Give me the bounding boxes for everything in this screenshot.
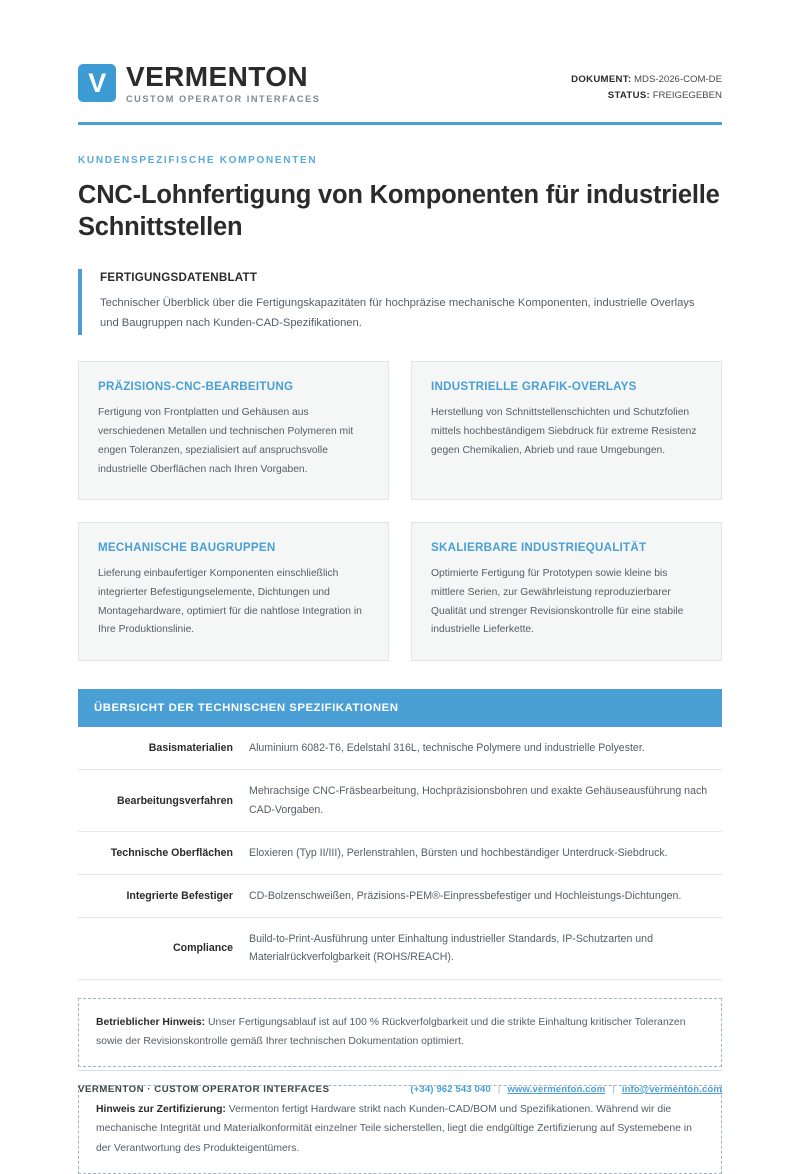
document-status-line	[571, 88, 722, 104]
brand-tagline: CUSTOM OPERATOR INTERFACES	[126, 94, 321, 105]
vermenton-logo-icon	[78, 64, 116, 102]
capability-card-body: Optimierte Fertigung für Prototypen sowie kleine bis mittlere Serien, zur Gewährleistung reproduzierbarer Qualität und strenger Revisionskontrolle für eine stabile industrielle Lieferkette.	[431, 568, 684, 636]
document-id-value: MDS-2026-COM-DE	[634, 74, 722, 85]
capability-card-body: Herstellung von Schnittstellenschichten und Schutzfolien mittels hochbeständigem Siebdruck für extreme Resistenz gegen Chemikalien, Abrieb und raue Umgebungen.	[431, 407, 697, 456]
spec-value: Mehrachsige CNC-Fräsbearbeitung, Hochpräzisionsbohren und exakte Gehäuseausführung nach CAD-Vorgaben.	[249, 785, 708, 816]
capability-card-title: INDUSTRIELLE GRAFIK-OVERLAYS	[431, 380, 637, 394]
footer-phone[interactable]: (+34) 962 543 040	[410, 1084, 491, 1095]
footer-separator: |	[612, 1084, 615, 1095]
table-row	[78, 727, 722, 770]
document-footer	[78, 1070, 722, 1095]
capability-card	[78, 361, 389, 500]
footer-email-link[interactable]: info@vermenton.com	[621, 1084, 722, 1095]
capability-card	[411, 522, 722, 661]
spec-value: Eloxieren (Typ II/III), Perlenstrahlen, Bürsten und hochbeständiger Unterdruck-Siebdruck.	[249, 846, 668, 859]
certification-notice	[78, 1085, 722, 1174]
document-metadata	[571, 62, 722, 104]
operational-notice	[78, 998, 722, 1068]
lead-title: FERTIGUNGSDATENBLATT	[100, 271, 258, 285]
capability-card-body: Lieferung einbaufertiger Komponenten einschließlich integrierter Befestigungselemente, Dichtungen und Montagehardware, optimiert für die nahtlose Integration in Ihre Produktionslinie.	[98, 568, 362, 636]
header-divider	[78, 122, 722, 125]
specifications-heading: ÜBERSICHT DER TECHNISCHEN SPEZIFIKATIONEN	[78, 689, 722, 727]
spec-label: Technische Oberflächen	[110, 846, 233, 859]
table-row	[78, 770, 722, 831]
spec-value: CD-Bolzenschweißen, Präzisions-PEM®-Einpressbefestiger und Hochleistungs-Dichtungen.	[249, 890, 682, 903]
capability-card-title: MECHANISCHE BAUGRUPPEN	[98, 541, 276, 555]
document-status-value: FREIGEGEBEN	[652, 89, 722, 101]
document-status-label: STATUS:	[607, 89, 651, 101]
document-header	[78, 0, 722, 104]
section-eyebrow: KUNDENSPEZIFISCHE KOMPONENTEN	[78, 155, 318, 167]
certification-notice-body: Vermenton fertigt Hardware strikt nach Kunden-CAD/BOM und Spezifikationen. Während wir die mechanische Integrität und Materialkonformität einzelner Teile sicherstellen, liegt die endgültige Zertifizierung auf Systemebene in der Verantwortung des Produkteigentümers.	[96, 1104, 692, 1154]
footer-separator: |	[497, 1084, 501, 1095]
capability-card	[411, 361, 722, 500]
brand-text	[126, 62, 320, 104]
specifications-section	[78, 689, 722, 980]
specifications-table	[78, 727, 722, 980]
table-row	[78, 831, 722, 874]
lead-block	[78, 269, 722, 335]
capability-card	[78, 522, 389, 661]
operational-notice-label: Betrieblicher Hinweis:	[96, 1016, 206, 1028]
brand-name: VERMENTON	[126, 61, 308, 92]
spec-label: Basismaterialien	[148, 742, 233, 755]
spec-label: Integrierte Befestiger	[126, 890, 233, 903]
footer-company: VERMENTON · CUSTOM OPERATOR INTERFACES	[78, 1084, 330, 1095]
capability-card-body: Fertigung von Frontplatten und Gehäusen aus verschiedenen Metallen und technischen Polymeren mit engen Toleranzen, spezialisiert auf anspruchsvolle industrielle Oberflächen nach Ihren Vorgaben.	[98, 407, 354, 475]
capability-card-title: PRÄZISIONS-CNC-BEARBEITUNG	[98, 380, 294, 394]
spec-label: Bearbeitungsverfahren	[117, 794, 233, 807]
footer-row	[78, 1084, 722, 1095]
footer-contact	[410, 1084, 722, 1095]
spec-value: Build-to-Print-Ausführung unter Einhaltung industrieller Standards, IP-Schutzarten und Materialrückverfolgbarkeit (ROHS/REACH).	[249, 933, 653, 964]
logo-letter: V	[88, 67, 106, 98]
brand-logo	[78, 62, 320, 104]
capability-card-title: SKALIERBARE INDUSTRIEQUALITÄT	[431, 541, 647, 555]
spec-value: Aluminium 6082-T6, Edelstahl 316L, technische Polymere und industrielle Polyester.	[249, 742, 645, 755]
footer-website-link[interactable]: www.vermenton.com	[507, 1084, 606, 1095]
capability-card-grid	[78, 361, 722, 661]
document-id-label: DOKUMENT:	[571, 74, 632, 85]
page-title: CNC-Lohnfertigung von Komponenten für industrielle Schnittstellen	[78, 181, 720, 241]
table-row	[78, 875, 722, 918]
spec-label: Compliance	[172, 942, 233, 955]
table-row	[78, 918, 722, 979]
lead-body: Technischer Überblick über die Fertigungskapazitäten für hochpräzise mechanische Komponenten, industrielle Overlays und Baugruppen nach Kunden-CAD-Spezifikationen.	[100, 297, 695, 329]
document-id-line	[571, 72, 722, 88]
certification-notice-label: Hinweis zur Zertifizierung:	[96, 1104, 226, 1116]
footer-divider	[78, 1070, 722, 1071]
operational-notice-body: Unser Fertigungsablauf ist auf 100 % Rückverfolgbarkeit und die strikte Einhaltung kritischer Toleranzen sowie der Revisionskontrolle gemäß Ihrer technischen Dokumentation optimiert.	[96, 1016, 686, 1047]
